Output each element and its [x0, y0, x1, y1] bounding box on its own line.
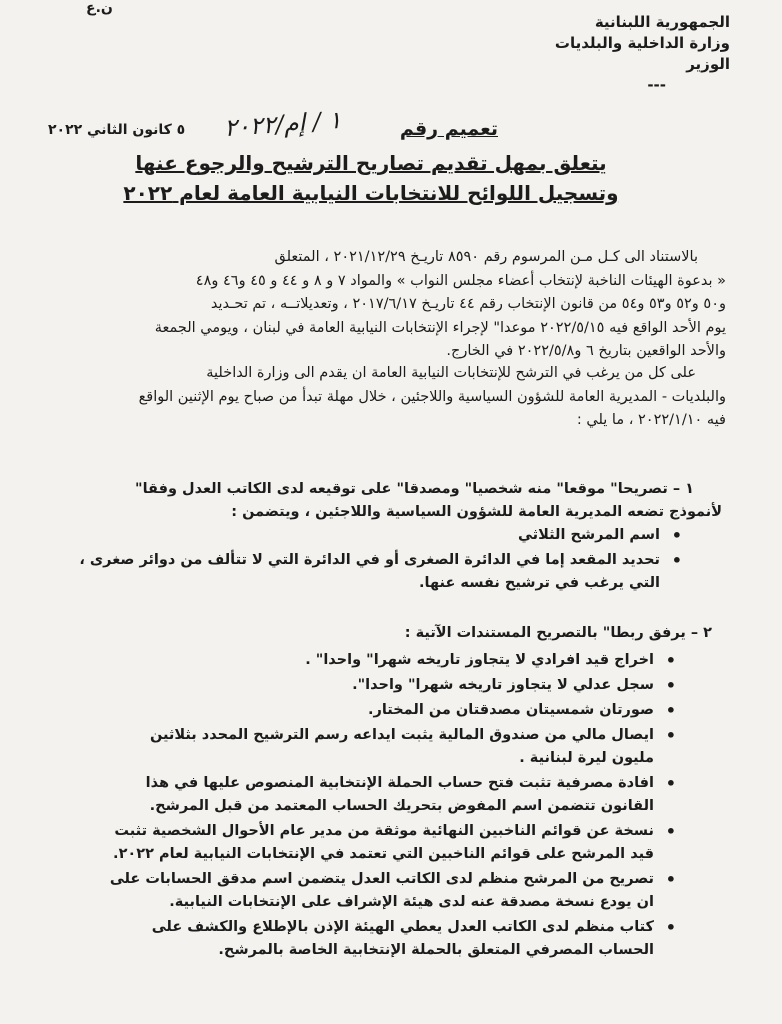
- paragraph1-line: « بدعوة الهيئات الناخبة لإنتخاب أعضاء مجلس النواب » والمواد ٧ و ٨ و ٤٤ و ٤٥ و٤٦ و٤٨: [195, 272, 726, 289]
- paragraph-legal-basis: [76, 246, 726, 364]
- header-minister: الوزير: [686, 55, 730, 73]
- section-declaration: [76, 478, 722, 597]
- paragraph2-line: والبلديات - المديرية العامة للشؤون السياسية واللاجئين ، خلال مهلة تبدأ من صباح يوم الإثنين الواقع: [138, 388, 726, 405]
- ministry-header: [530, 12, 730, 96]
- circular-subject: [60, 148, 682, 208]
- list-item: • سجل عدلي لا يتجاوز تاريخه شهرا" واحدا".: [106, 674, 680, 697]
- circular-handwritten-number: ١ / إم/٢٠٢٢: [223, 105, 343, 143]
- circular-date: ٥ كانون الثاني ٢٠٢٢: [48, 122, 186, 138]
- list-item: • اخراج قيد افرادي لا يتجاوز تاريخه شهرا" واحدا" .: [106, 649, 680, 672]
- list-item: • ايصال مالي من صندوق المالية يثبت ايداعه رسم الترشيح المحدد بثلاثين مليون ليرة لبنانية .: [106, 724, 680, 770]
- corner-mark: ن.ع: [86, 0, 113, 16]
- list-item: • اسم المرشح الثلاثي: [76, 524, 686, 547]
- section2-heading: ٢ – يرفق ربطا" بالتصريح المستندات الآتية :: [404, 625, 712, 641]
- section1-line: لأنموذج تضعه المديرية العامة للشؤون السياسية واللاجئين ، ويتضمن :: [231, 504, 722, 520]
- section1-bullet-list: [76, 524, 686, 595]
- header-dashes: ---: [647, 76, 666, 94]
- list-item: • افادة مصرفية تثبت فتح حساب الحملة الإنتخابية المنصوص عليها في هذا القانون تتضمن اسم المفوض بتحريك الحساب المعتمد من قبل المرشح.: [106, 772, 680, 818]
- list-item: • تحديد المقعد إما في الدائرة الصغرى أو في الدائرة التي لا تتألف من دوائر صغرى ، التي يرغب في ترشيح نفسه عنها.: [76, 549, 686, 595]
- list-item: • تصريح من المرشح منظم لدى الكاتب العدل يتضمن اسم مدقق الحسابات على ان يودع نسخة مصدقة عنه لدى هيئة الإشراف على الإنتخابات النيابية.: [106, 868, 680, 914]
- paragraph2-line: على كل من يرغب في الترشح للإنتخابات النيابية العامة ان يقدم الى وزارة الداخلية: [206, 365, 696, 381]
- paragraph-candidacy-intro: [76, 362, 726, 433]
- list-item: • صورتان شمسيتان مصدقتان من المختار.: [106, 699, 680, 722]
- circular-title: تعميم رقم: [399, 118, 498, 140]
- circular-heading-row: [48, 105, 730, 152]
- section2-bullet-list: [106, 649, 680, 962]
- paragraph2-line: فيه ٢٠٢٢/١/١٠ ، ما يلي :: [576, 412, 726, 428]
- section-required-documents: [76, 622, 722, 964]
- header-ministry: وزارة الداخلية والبلديات: [554, 34, 730, 52]
- paragraph1-line: بالاستناد الى كـل مـن المرسوم رقم ٨٥٩٠ تاريـخ ٢٠٢١/١٢/٢٩ ، المتعلق: [274, 249, 698, 265]
- subject-line-2: وتسجيل اللوائح للانتخابات النيابية العامة لعام ٢٠٢٢: [123, 181, 619, 205]
- paragraph1-line: و٥٠ و٥٢ و٥٣ و٥٤ من قانون الإنتخاب رقم ٤٤ تاريـخ ٢٠١٧/٦/١٧ ، وتعديلاتــه ، تم تحـديد: [210, 296, 726, 312]
- list-item: • نسخة عن قوائم الناخبين النهائية موثقة من مدير عام الأحوال الشخصية تثبت قيد المرشح على قوائم الناخبين التي تعتمد في الإنتخابات النيابية لعام ٢٠٢٢.: [106, 820, 680, 866]
- subject-line-1: يتعلق بمهل تقديم تصاريح الترشيح والرجوع عنها: [135, 151, 607, 175]
- paragraph1-line: والأحد الواقعين بتاريخ ٦ و٢٠٢٢/٥/٨ في الخارج.: [446, 343, 726, 359]
- header-republic: الجمهورية اللبنانية: [594, 13, 730, 31]
- section1-line: ١ – تصريحا" موقعا" منه شخصيا" ومصدقا" على توقيعه لدى الكاتب العدل وفقا": [135, 481, 694, 497]
- paragraph1-line: يوم الأحد الواقع فيه ٢٠٢٢/٥/١٥ موعدا" لإجراء الإنتخابات النيابية العامة في لبنان ، ويومي الجمعة: [154, 319, 726, 336]
- list-item: • كتاب منظم لدى الكاتب العدل يعطي الهيئة الإذن بالإطلاع والكشف على الحساب المصرفي المتعلق بالحملة الإنتخابية الخاصة بالمرشح.: [106, 916, 680, 962]
